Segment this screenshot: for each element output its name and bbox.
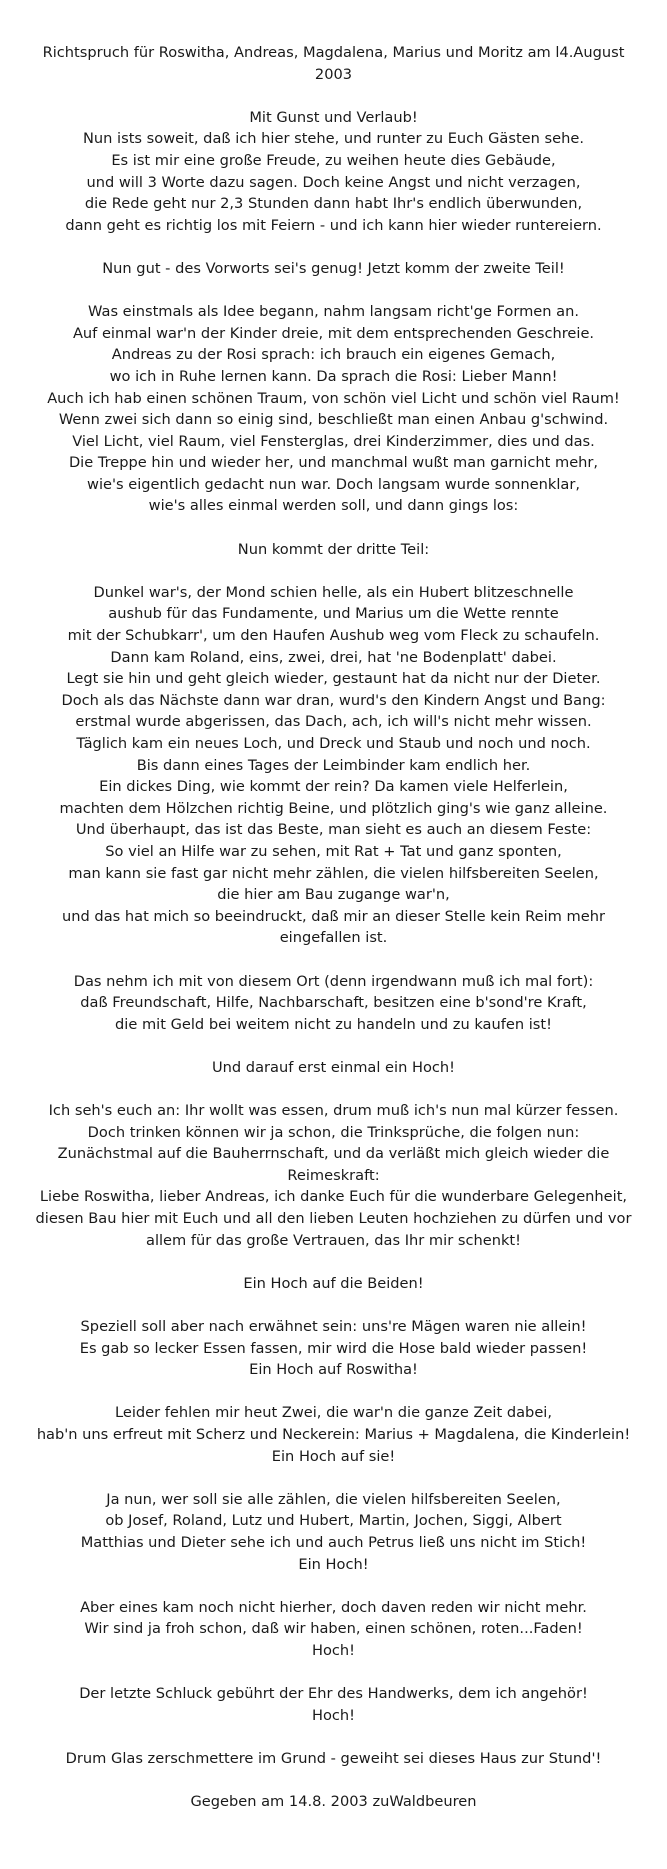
stanza bbox=[34, 971, 634, 1036]
verse-line: Hoch! bbox=[311, 1641, 356, 1659]
verse-line: Reimeskraft: bbox=[287, 1166, 380, 1184]
verse-line: und das hat mich so beeindruckt, daß mir an dieser Stelle kein Reim mehr bbox=[62, 907, 605, 925]
verse-line: wo ich in Ruhe lernen kann. Da sprach die Rosi: Lieber Mann! bbox=[109, 367, 558, 385]
verse-line: wie's alles einmal werden soll, und dann gings los: bbox=[148, 497, 519, 515]
verse-line: und will 3 Worte dazu sagen. Doch keine Angst und nicht verzagen, bbox=[86, 173, 581, 191]
verse-line: erstmal wurde abgerissen, das Dach, ach, ich will's nicht mehr wissen. bbox=[75, 713, 592, 731]
stanza bbox=[34, 1597, 634, 1662]
verse-line: Leider fehlen mir heut Zwei, die war'n die ganze Zeit dabei, bbox=[115, 1404, 552, 1422]
verse-line: Ein Hoch! bbox=[298, 1555, 369, 1573]
verse-line: die hier am Bau zugange war'n, bbox=[217, 886, 450, 904]
verse-line: Auf einmal war'n der Kinder dreie, mit dem entsprechenden Geschreie. bbox=[72, 324, 595, 342]
verse-line: Liebe Roswitha, lieber Andreas, ich danke Euch für die wunderbare Gelegenheit, bbox=[39, 1188, 628, 1206]
stanza bbox=[34, 1791, 634, 1813]
verse-line: ob Josef, Roland, Lutz und Hubert, Martin, Jochen, Siggi, Albert bbox=[105, 1512, 562, 1530]
stanza bbox=[34, 1748, 634, 1770]
verse-line: Gegeben am 14.8. 2003 zuWaldbeuren bbox=[190, 1793, 477, 1811]
verse-line: Aber eines kam noch nicht hierher, doch daven reden wir nicht mehr. bbox=[80, 1598, 587, 1616]
stanza bbox=[34, 258, 634, 280]
verse-line: Nun kommt der dritte Teil: bbox=[237, 540, 430, 558]
verse-line: wie's eigentlich gedacht nun war. Doch langsam wurde sonnenklar, bbox=[87, 475, 580, 493]
verse-line: Mit Gunst und Verlaub! bbox=[249, 108, 418, 126]
verse-line: machten dem Hölzchen richtig Beine, und plötzlich ging's wie ganz alleine. bbox=[59, 799, 608, 817]
stanza bbox=[34, 1273, 634, 1295]
verse-line: Legt sie hin und geht gleich wieder, gestaunt hat da nicht nur der Dieter. bbox=[66, 670, 601, 688]
verse-line: Dann kam Roland, eins, zwei, drei, hat 'ne Bodenplatt' dabei. bbox=[110, 648, 557, 666]
verse-line: Ein Hoch auf sie! bbox=[271, 1447, 396, 1465]
verse-line: Hoch! bbox=[311, 1706, 356, 1724]
stanza bbox=[34, 582, 634, 949]
verse-line: Drum Glas zerschmettere im Grund - geweiht sei dieses Haus zur Stund'! bbox=[65, 1749, 602, 1767]
verse-line: Nun ists soweit, daß ich hier stehe, und runter zu Euch Gästen sehe. bbox=[83, 130, 584, 148]
stanza bbox=[34, 1316, 634, 1381]
verse-line: Zunächstmal auf die Bauherrnschaft, und da verläßt mich gleich wieder die bbox=[57, 1145, 610, 1163]
verse-line: Andreas zu der Rosi sprach: ich brauch ein eigenes Gemach, bbox=[111, 346, 556, 364]
verse-line: Wenn zwei sich dann so einig sind, beschließt man einen Anbau g'schwind. bbox=[58, 411, 609, 429]
verse-line: Wir sind ja froh schon, daß wir haben, einen schönen, roten...Faden! bbox=[84, 1620, 583, 1638]
verse-line: Ja nun, wer soll sie alle zählen, die vielen hilfsbereiten Seelen, bbox=[106, 1490, 561, 1508]
stanza bbox=[34, 107, 634, 237]
stanza bbox=[34, 1683, 634, 1726]
stanza bbox=[34, 1402, 634, 1467]
verse-line: aushub für das Fundamente, und Marius um die Wette rennte bbox=[108, 605, 559, 623]
verse-line: Täglich kam ein neues Loch, und Dreck und Staub und noch und noch. bbox=[76, 735, 591, 752]
verse-line: Doch trinken können wir ja schon, die Trinksprüche, die folgen nun: bbox=[87, 1123, 580, 1141]
verse-line: die mit Geld bei weitem nicht zu handeln und zu kaufen ist! bbox=[115, 1015, 552, 1033]
verse-line: Ein Hoch auf die Beiden! bbox=[243, 1274, 424, 1292]
verse-line: Viel Licht, viel Raum, viel Fensterglas, drei Kinderzimmer, dies und das. bbox=[72, 432, 595, 450]
verse-line: So viel an Hilfe war zu sehen, mit Rat + Tat und ganz sponten, bbox=[105, 842, 562, 860]
verse-line: hab'n uns erfreut mit Scherz und Neckerein: Marius + Magdalena, die Kinderlein! bbox=[36, 1426, 631, 1443]
verse-line: Es gab so lecker Essen fassen, mir wird die Hose bald wieder passen! bbox=[79, 1339, 588, 1357]
title-line: 2003 bbox=[314, 65, 353, 83]
verse-line: Und überhaupt, das ist das Beste, man sieht es auch an diesem Feste: bbox=[75, 821, 592, 839]
stanza bbox=[34, 1057, 634, 1079]
stanza bbox=[34, 1100, 634, 1251]
verse-line: Was einstmals als Idee begann, nahm langsam richt'ge Formen an. bbox=[88, 303, 579, 321]
verse-line: Und darauf erst einmal ein Hoch! bbox=[211, 1058, 456, 1076]
verse-line: Das nehm ich mit von diesem Ort (denn irgendwann muß ich mal fort): bbox=[73, 972, 594, 990]
document-title bbox=[34, 42, 634, 85]
verse-line: daß Freundschaft, Hilfe, Nachbarschaft, besitzen eine b'sond're Kraft, bbox=[80, 994, 587, 1012]
stanza bbox=[34, 539, 634, 561]
verse-line: Ein Hoch auf Roswitha! bbox=[249, 1361, 418, 1379]
verse-line: Nun gut - des Vorworts sei's genug! Jetzt komm der zweite Teil! bbox=[102, 259, 565, 277]
verse-line: eingefallen ist. bbox=[279, 929, 388, 947]
verse-line: diesen Bau hier mit Euch und all den lieben Leuten hochziehen zu dürfen und vor bbox=[35, 1210, 632, 1228]
verse-line: Dunkel war's, der Mond schien helle, als ein Hubert blitzeschnelle bbox=[93, 583, 574, 601]
verse-line: Es ist mir eine große Freude, zu weihen heute dies Gebäude, bbox=[111, 151, 556, 169]
verse-line: Auch ich hab einen schönen Traum, von schön viel Licht und schön viel Raum! bbox=[47, 389, 620, 407]
verse-line: Doch als das Nächste dann war dran, wurd's den Kindern Angst und Bang: bbox=[61, 691, 606, 709]
verse-line: Die Treppe hin und wieder her, und manchmal wußt man garnicht mehr, bbox=[68, 454, 599, 472]
verse-line: mit der Schubkarr', um den Haufen Aushub weg vom Fleck zu schaufeln. bbox=[67, 627, 600, 645]
verse-line: Matthias und Dieter sehe ich und auch Petrus ließ uns nicht im Stich! bbox=[80, 1533, 587, 1551]
verse-line: allem für das große Vertrauen, das Ihr mir schenkt! bbox=[146, 1231, 521, 1249]
title-line: Richtspruch für Roswitha, Andreas, Magdalena, Marius und Moritz am l4.August bbox=[42, 44, 625, 61]
verse-line: dann geht es richtig los mit Feiern - und ich kann hier wieder runtereiern. bbox=[65, 216, 602, 234]
stanza bbox=[34, 301, 634, 517]
verse-line: Ein dickes Ding, wie kommt der rein? Da kamen viele Helferlein, bbox=[99, 778, 568, 796]
verse-line: Speziell soll aber nach erwähnet sein: uns're Mägen waren nie allein! bbox=[80, 1318, 587, 1336]
verse-line: Der letzte Schluck gebührt der Ehr des Handwerks, dem ich angehör! bbox=[79, 1685, 588, 1703]
verse-line: die Rede geht nur 2,3 Stunden dann habt Ihr's endlich überwunden, bbox=[84, 195, 583, 213]
stanza bbox=[34, 1489, 634, 1575]
verse-line: Bis dann eines Tages der Leimbinder kam endlich her. bbox=[136, 756, 531, 774]
verse-line: Ich seh's euch an: Ihr wollt was essen, drum muß ich's nun mal kürzer fessen. bbox=[48, 1102, 619, 1120]
verse-line: man kann sie fast gar nicht mehr zählen, die vielen hilfsbereiten Seelen, bbox=[68, 864, 599, 882]
